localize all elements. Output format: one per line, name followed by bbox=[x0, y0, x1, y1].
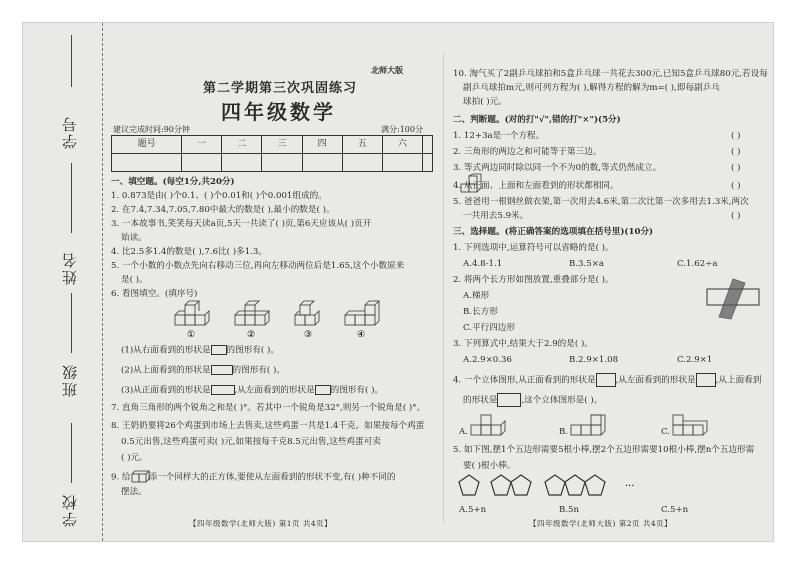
score-table-header: 题号 bbox=[112, 136, 182, 154]
choice-2-option-c: C.平行四边形 bbox=[463, 323, 515, 333]
question-9 bbox=[111, 471, 395, 484]
figure-2-icon bbox=[235, 301, 269, 325]
c4-text-2: 的形状是 bbox=[463, 395, 498, 406]
figure-3-icon bbox=[295, 301, 319, 325]
score-cell[interactable] bbox=[222, 154, 262, 172]
score-col: 六 bbox=[382, 136, 422, 154]
choice-5-option-c: C.5+n bbox=[661, 505, 689, 515]
score-table bbox=[111, 135, 433, 172]
figure-4-label: ④ bbox=[357, 330, 366, 340]
school-label: 学校 bbox=[61, 493, 79, 527]
judge-2-answer[interactable]: ( ) bbox=[731, 147, 741, 157]
question-10-cont2: 球拍( )元。 bbox=[463, 97, 507, 107]
choice-2: 2. 将两个长方形如图放置,重叠部分是( )。 bbox=[453, 275, 614, 285]
judge-4-answer[interactable]: ( ) bbox=[731, 181, 741, 191]
q6-1-text-end: 的图形有( )。 bbox=[226, 345, 279, 356]
shape-icon bbox=[211, 365, 233, 375]
choice-4-option-c: C. bbox=[661, 427, 671, 437]
question-6-2 bbox=[121, 365, 285, 377]
page-title: 四年级数学 bbox=[221, 100, 336, 124]
question-3: 3. 一本故事书,笑笑每天读a页,5天一共读了( )页,第6天应该从( )页开 bbox=[111, 219, 372, 229]
choice-1-option-a: A.4.8-1.1 bbox=[463, 259, 503, 269]
choice-4-option-a: A. bbox=[459, 427, 468, 437]
c4-text-end: ,从上面看到 bbox=[715, 375, 762, 386]
q9-text: 9. 给 bbox=[111, 472, 131, 483]
name-line-top bbox=[71, 163, 72, 233]
score-cell[interactable] bbox=[262, 154, 302, 172]
question-10: 10. 淘气买了2副乒乓球拍和5盒乒乓球一共花去300元,已知5盒乒乓球80元,若设每 bbox=[453, 69, 768, 79]
q9-text-end: 添一个同样大的正方体,要使从左面看到的形状不变,有( )种不同的 bbox=[148, 472, 396, 483]
time-note: 建议完成时间:90分钟 bbox=[113, 125, 190, 134]
score-cell[interactable] bbox=[182, 154, 222, 172]
score-cell[interactable] bbox=[342, 154, 382, 172]
figure-4-icon bbox=[345, 301, 379, 325]
question-8: 8. 王奶奶要将26个鸡蛋到市场上去售卖,这些鸡蛋一共是1.4千克。如果按每个鸡蛋 bbox=[111, 421, 425, 431]
q6-3-text-end: 的图形有( )。 bbox=[330, 385, 384, 396]
question-7: 7. 直角三角形的两个锐角之和是( )°。若其中一个锐角是32°,则另一个锐角是( )°。 bbox=[111, 403, 426, 413]
choice-4 bbox=[453, 373, 761, 387]
choice-3-option-b: B.2.9×1.08 bbox=[569, 355, 619, 365]
figure-1-icon bbox=[175, 301, 209, 325]
top-view-icon bbox=[497, 393, 521, 407]
school-line bbox=[71, 423, 72, 483]
question-8-cont2: ( )元。 bbox=[121, 453, 148, 463]
judge-3: 3. 等式两边同时除以同一个不为0的数,等式仍然成立。 bbox=[453, 163, 662, 173]
question-1: 1. 0.873是由( )个0.1、( )个0.01和( )个0.001组成的。 bbox=[111, 191, 327, 201]
choice-5-option-b: B.5n bbox=[559, 505, 580, 515]
choice-1-option-b: B.3.5×a bbox=[569, 259, 605, 269]
choice-1-option-c: C.1.62÷a bbox=[677, 259, 718, 269]
page-footer: 【四年级数学(北师大版) 第1页 共4页】 bbox=[189, 519, 333, 528]
score-col: 三 bbox=[262, 136, 302, 154]
figure-3-label: ③ bbox=[304, 330, 313, 340]
score-col: 五 bbox=[342, 136, 382, 154]
edition-label: 北师大版 bbox=[371, 65, 403, 75]
score-cell[interactable] bbox=[382, 154, 422, 172]
choice-5-option-a: A.5+n bbox=[459, 505, 487, 515]
c4-text: 4. 一个立体图形,从正面看到的形状是 bbox=[453, 375, 596, 386]
choice-1: 1. 下列选项中,运算符号可以省略的是( )。 bbox=[453, 243, 614, 253]
front-view-icon bbox=[596, 373, 616, 387]
judge-3-answer[interactable]: ( ) bbox=[731, 163, 741, 173]
choice-4-cont bbox=[463, 393, 602, 407]
fold-line bbox=[102, 23, 103, 541]
q6-1-text: (1)从右面看到的形状是 bbox=[121, 345, 211, 356]
shape-icon bbox=[211, 345, 227, 355]
section-2-heading: 二、判断题。(对的打"√",错的打"×")(5分) bbox=[453, 115, 621, 125]
shape-icon bbox=[211, 385, 235, 395]
solid-a-icon bbox=[469, 415, 509, 439]
c4-text-mid: ,从左面看到的形状是 bbox=[615, 375, 696, 386]
score-cell[interactable] bbox=[302, 154, 342, 172]
choice-5: 5. 如下图,摆1个五边形需要5根小棒,摆2个五边形需要10根小棒,摆n个五边形需 bbox=[453, 445, 755, 455]
shape-icon bbox=[315, 385, 331, 395]
judge-4: 4. 从正面、上面和左面看到的形状都相同。 bbox=[453, 181, 619, 191]
section-1-heading: 一、填空题。(每空1分,共20分) bbox=[111, 177, 235, 187]
judge-5-answer[interactable]: ( ) bbox=[731, 211, 741, 221]
question-3-cont: 始读。 bbox=[121, 233, 147, 243]
q6-3-text-mid: ,从左面看到的形状是 bbox=[234, 385, 315, 396]
left-view-icon bbox=[696, 373, 716, 387]
total-score: 满分:100分 bbox=[381, 125, 423, 134]
q6-2-text: (2)从上面看到的形状是 bbox=[121, 365, 211, 376]
ellipsis-text: ··· bbox=[625, 481, 635, 492]
class-label: 班级 bbox=[61, 363, 79, 397]
page-footer: 【四年级数学(北师大版) 第2页 共4页】 bbox=[529, 519, 673, 528]
cube-figures bbox=[169, 301, 399, 341]
cube-pair-icon bbox=[131, 471, 149, 483]
choice-3-option-c: C.2.9×1 bbox=[677, 355, 713, 365]
question-5: 5. 一个小数的小数点先向右移动三位,再向左移动两位后是1.65,这个小数原来 bbox=[111, 261, 405, 271]
choice-5-cont: 要( )根小棒。 bbox=[463, 461, 516, 471]
class-line bbox=[71, 293, 72, 353]
score-col: 二 bbox=[222, 136, 262, 154]
name-label: 姓名 bbox=[61, 251, 79, 285]
judge-1-answer[interactable]: ( ) bbox=[731, 131, 741, 141]
number-label: 学号 bbox=[61, 115, 79, 149]
judge-1: 1. 12+3a是一个方程。 bbox=[453, 131, 545, 141]
number-line bbox=[71, 35, 72, 87]
score-col: 一 bbox=[182, 136, 222, 154]
exam-subtitle: 第二学期第三次巩固练习 bbox=[203, 81, 358, 96]
choice-2-option-b: B.长方形 bbox=[463, 307, 498, 317]
figure-1-label: ① bbox=[187, 330, 196, 340]
exam-sheet bbox=[22, 22, 774, 542]
question-4: 4. 比2.5多1.4的数是( ),7.6比( )多1.3。 bbox=[111, 247, 267, 257]
question-6-1 bbox=[121, 345, 279, 357]
question-9-cont: 摆法。 bbox=[121, 487, 147, 497]
score-col: 四 bbox=[302, 136, 342, 154]
choice-2-option-a: A.梯形 bbox=[463, 291, 490, 301]
question-10-cont: 副乒乓球拍m元,则可列方程为( ),解得方程的解为m=( ),即每副乒乓 bbox=[463, 83, 720, 93]
choice-3: 3. 下列算式中,结果大于2.9的是( )。 bbox=[453, 339, 593, 349]
judge-2: 2. 三角形的两边之和可能等于第三边。 bbox=[453, 147, 602, 157]
question-8-cont: 0.5元出售,这些鸡蛋可卖( )元,如果按每千克8.5元出售,这些鸡蛋可卖 bbox=[121, 437, 381, 447]
score-col-blank bbox=[422, 136, 432, 154]
binding-strip bbox=[23, 23, 123, 541]
q6-2-text-end: 的图形有( )。 bbox=[232, 365, 285, 376]
solid-b-icon bbox=[569, 415, 609, 439]
judge-5-cont: 一共用去5.9米。 bbox=[463, 211, 529, 221]
question-2: 2. 在7.4,7.34,7.05,7.80中最大的数是( ),最小的数是( )。 bbox=[111, 205, 335, 215]
question-6: 6. 看图填空。(填序号) bbox=[111, 289, 198, 299]
question-5-cont: 是( )。 bbox=[121, 275, 148, 285]
solid-c-icon bbox=[671, 415, 711, 439]
q6-3-text: (3)从正面看到的形状是 bbox=[121, 385, 211, 396]
column-divider bbox=[443, 53, 444, 523]
choice-3-option-a: A.2.9×0.36 bbox=[463, 355, 512, 365]
judge-5: 5. 爸爸用一根钢丝做衣架,第一次用去4.6米,第二次比第一次多用去1.3米,两次 bbox=[453, 197, 749, 207]
score-cell[interactable] bbox=[112, 154, 182, 172]
figure-2-label: ② bbox=[247, 330, 256, 340]
score-cell[interactable] bbox=[422, 154, 432, 172]
c4-text-3: ,这个立体图形是( )。 bbox=[521, 395, 603, 406]
section-3-heading: 三、选择题。(将正确答案的选项填在括号里)(10分) bbox=[453, 227, 654, 237]
overlapping-rectangles-icon bbox=[705, 279, 761, 319]
choice-4-option-b: B. bbox=[559, 427, 569, 437]
question-6-3 bbox=[121, 385, 383, 397]
pentagon-sequence-icon bbox=[457, 473, 667, 501]
